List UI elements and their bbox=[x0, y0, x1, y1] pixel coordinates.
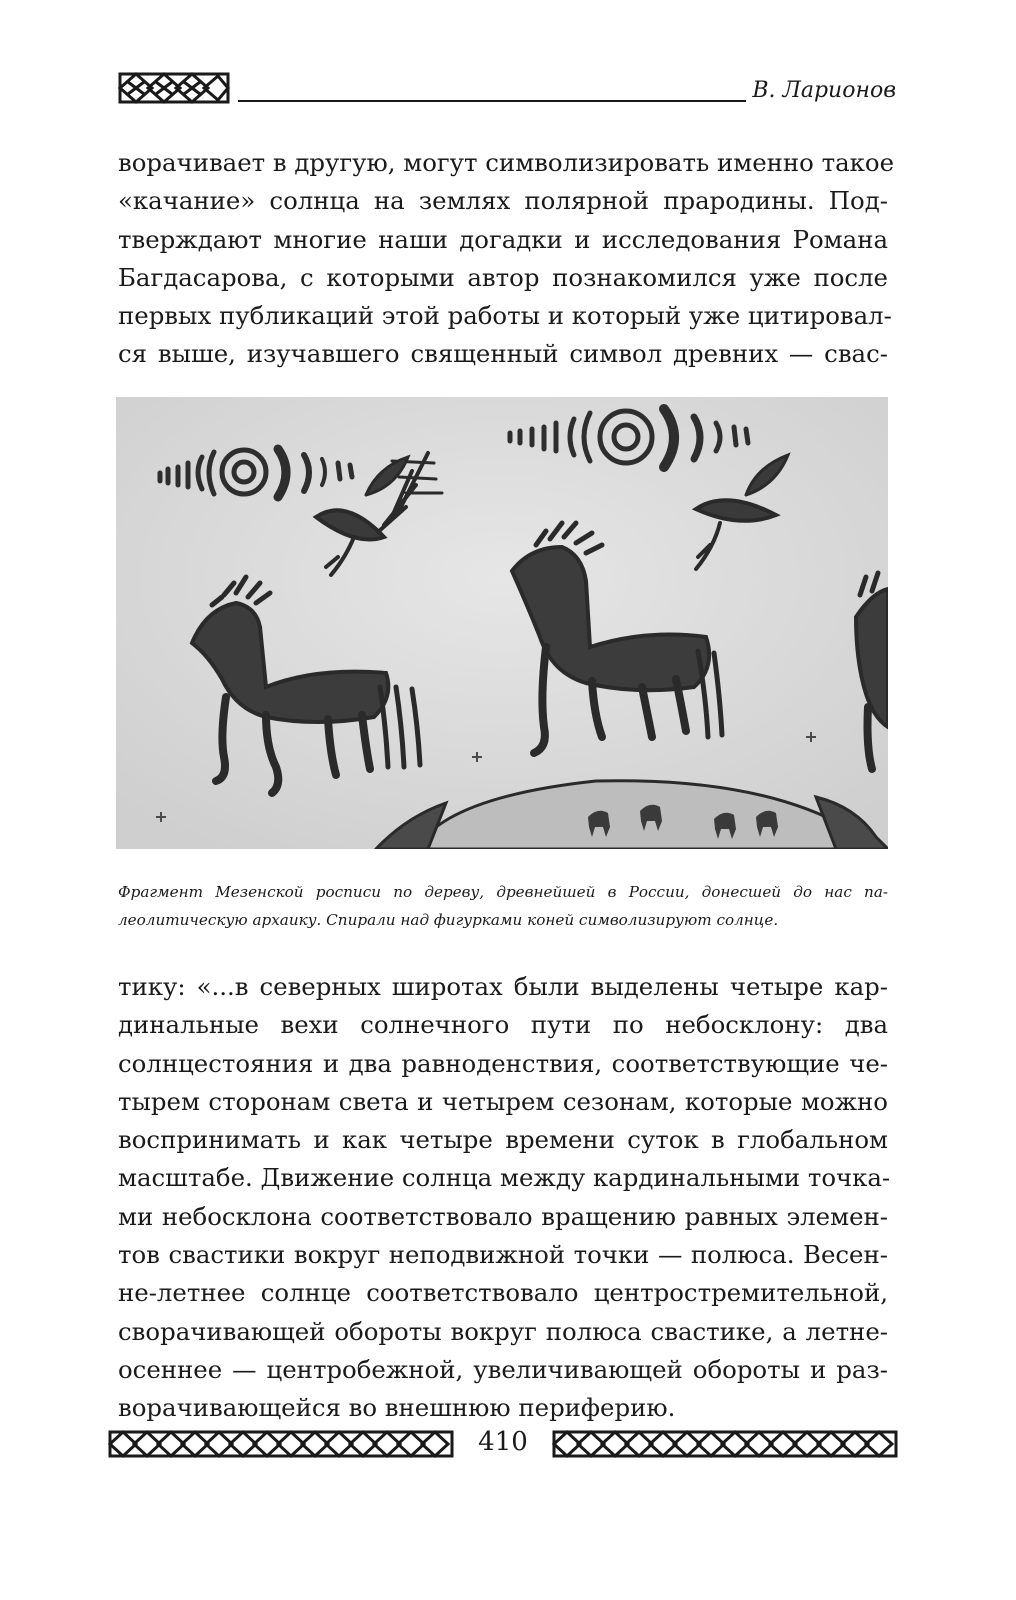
text-line: ворачивающейся во внешнюю периферию. bbox=[118, 1393, 676, 1423]
running-header bbox=[118, 68, 896, 114]
header-rule bbox=[238, 100, 746, 102]
page-footer bbox=[108, 1427, 898, 1463]
text-line: Багдасарова, с которыми автор познакомился уже после bbox=[118, 262, 888, 292]
footer-ornament-right-icon bbox=[552, 1427, 898, 1461]
text-line: тверждают многие наши догадки и исследования Романа bbox=[118, 224, 888, 254]
text-line: тику: «...в северных широтах были выделены четыре кар- bbox=[118, 972, 888, 1001]
text-line: осеннее — центробежной, увеличивающей обороты и раз- bbox=[118, 1354, 888, 1384]
text-line: динальные вехи солнечного пути по небосклону: два bbox=[118, 1010, 888, 1040]
mezen-painting-figure bbox=[116, 397, 888, 849]
text-line: тов свастики вокруг неподвижной точки — полюса. Весен- bbox=[118, 1240, 888, 1270]
caption-line: Фрагмент Мезенской росписи по дереву, древнейшей в России, донесшей до нас па- bbox=[118, 883, 888, 901]
text-line: ворачивает в другую, могут символизировать именно такое bbox=[118, 148, 894, 177]
mezen-painting-illustration bbox=[116, 397, 888, 849]
text-line: не-летнее солнце соответствовало центростремительной, bbox=[118, 1278, 888, 1308]
page-number: 410 bbox=[478, 1427, 528, 1457]
paragraph-2 bbox=[118, 968, 891, 1428]
header-author: В. Ларионов bbox=[752, 78, 896, 103]
text-line: масштабе. Движение солнца между кардинальными точка- bbox=[118, 1163, 891, 1193]
text-line: «качание» солнца на землях полярной прародины. Под- bbox=[118, 186, 888, 216]
figure-caption bbox=[118, 878, 888, 934]
paragraph-1 bbox=[118, 144, 894, 374]
text-line: тырем сторонам света и четырем сезонам, которые можно bbox=[118, 1086, 888, 1116]
caption-line: леолитическую архаику. Спирали над фигурками коней символизируют солнце. bbox=[118, 911, 779, 929]
text-line: воспринимать и как четыре времени суток в глобальном bbox=[118, 1125, 888, 1155]
footer-ornament-left-icon bbox=[108, 1427, 454, 1461]
text-line: первых публикаций этой работы и который уже цитировал- bbox=[118, 301, 892, 331]
text-line: солнцестояния и два равноденствия, соответствующие че- bbox=[118, 1048, 888, 1078]
text-line: сворачивающей обороты вокруг полюса свастике, а летне- bbox=[118, 1316, 888, 1346]
text-line: ми небосклона соответствовало вращению равных элемен- bbox=[118, 1201, 888, 1231]
header-ornament-icon bbox=[118, 68, 230, 108]
text-line: ся выше, изучавшего священный символ древних — свас- bbox=[118, 339, 888, 369]
